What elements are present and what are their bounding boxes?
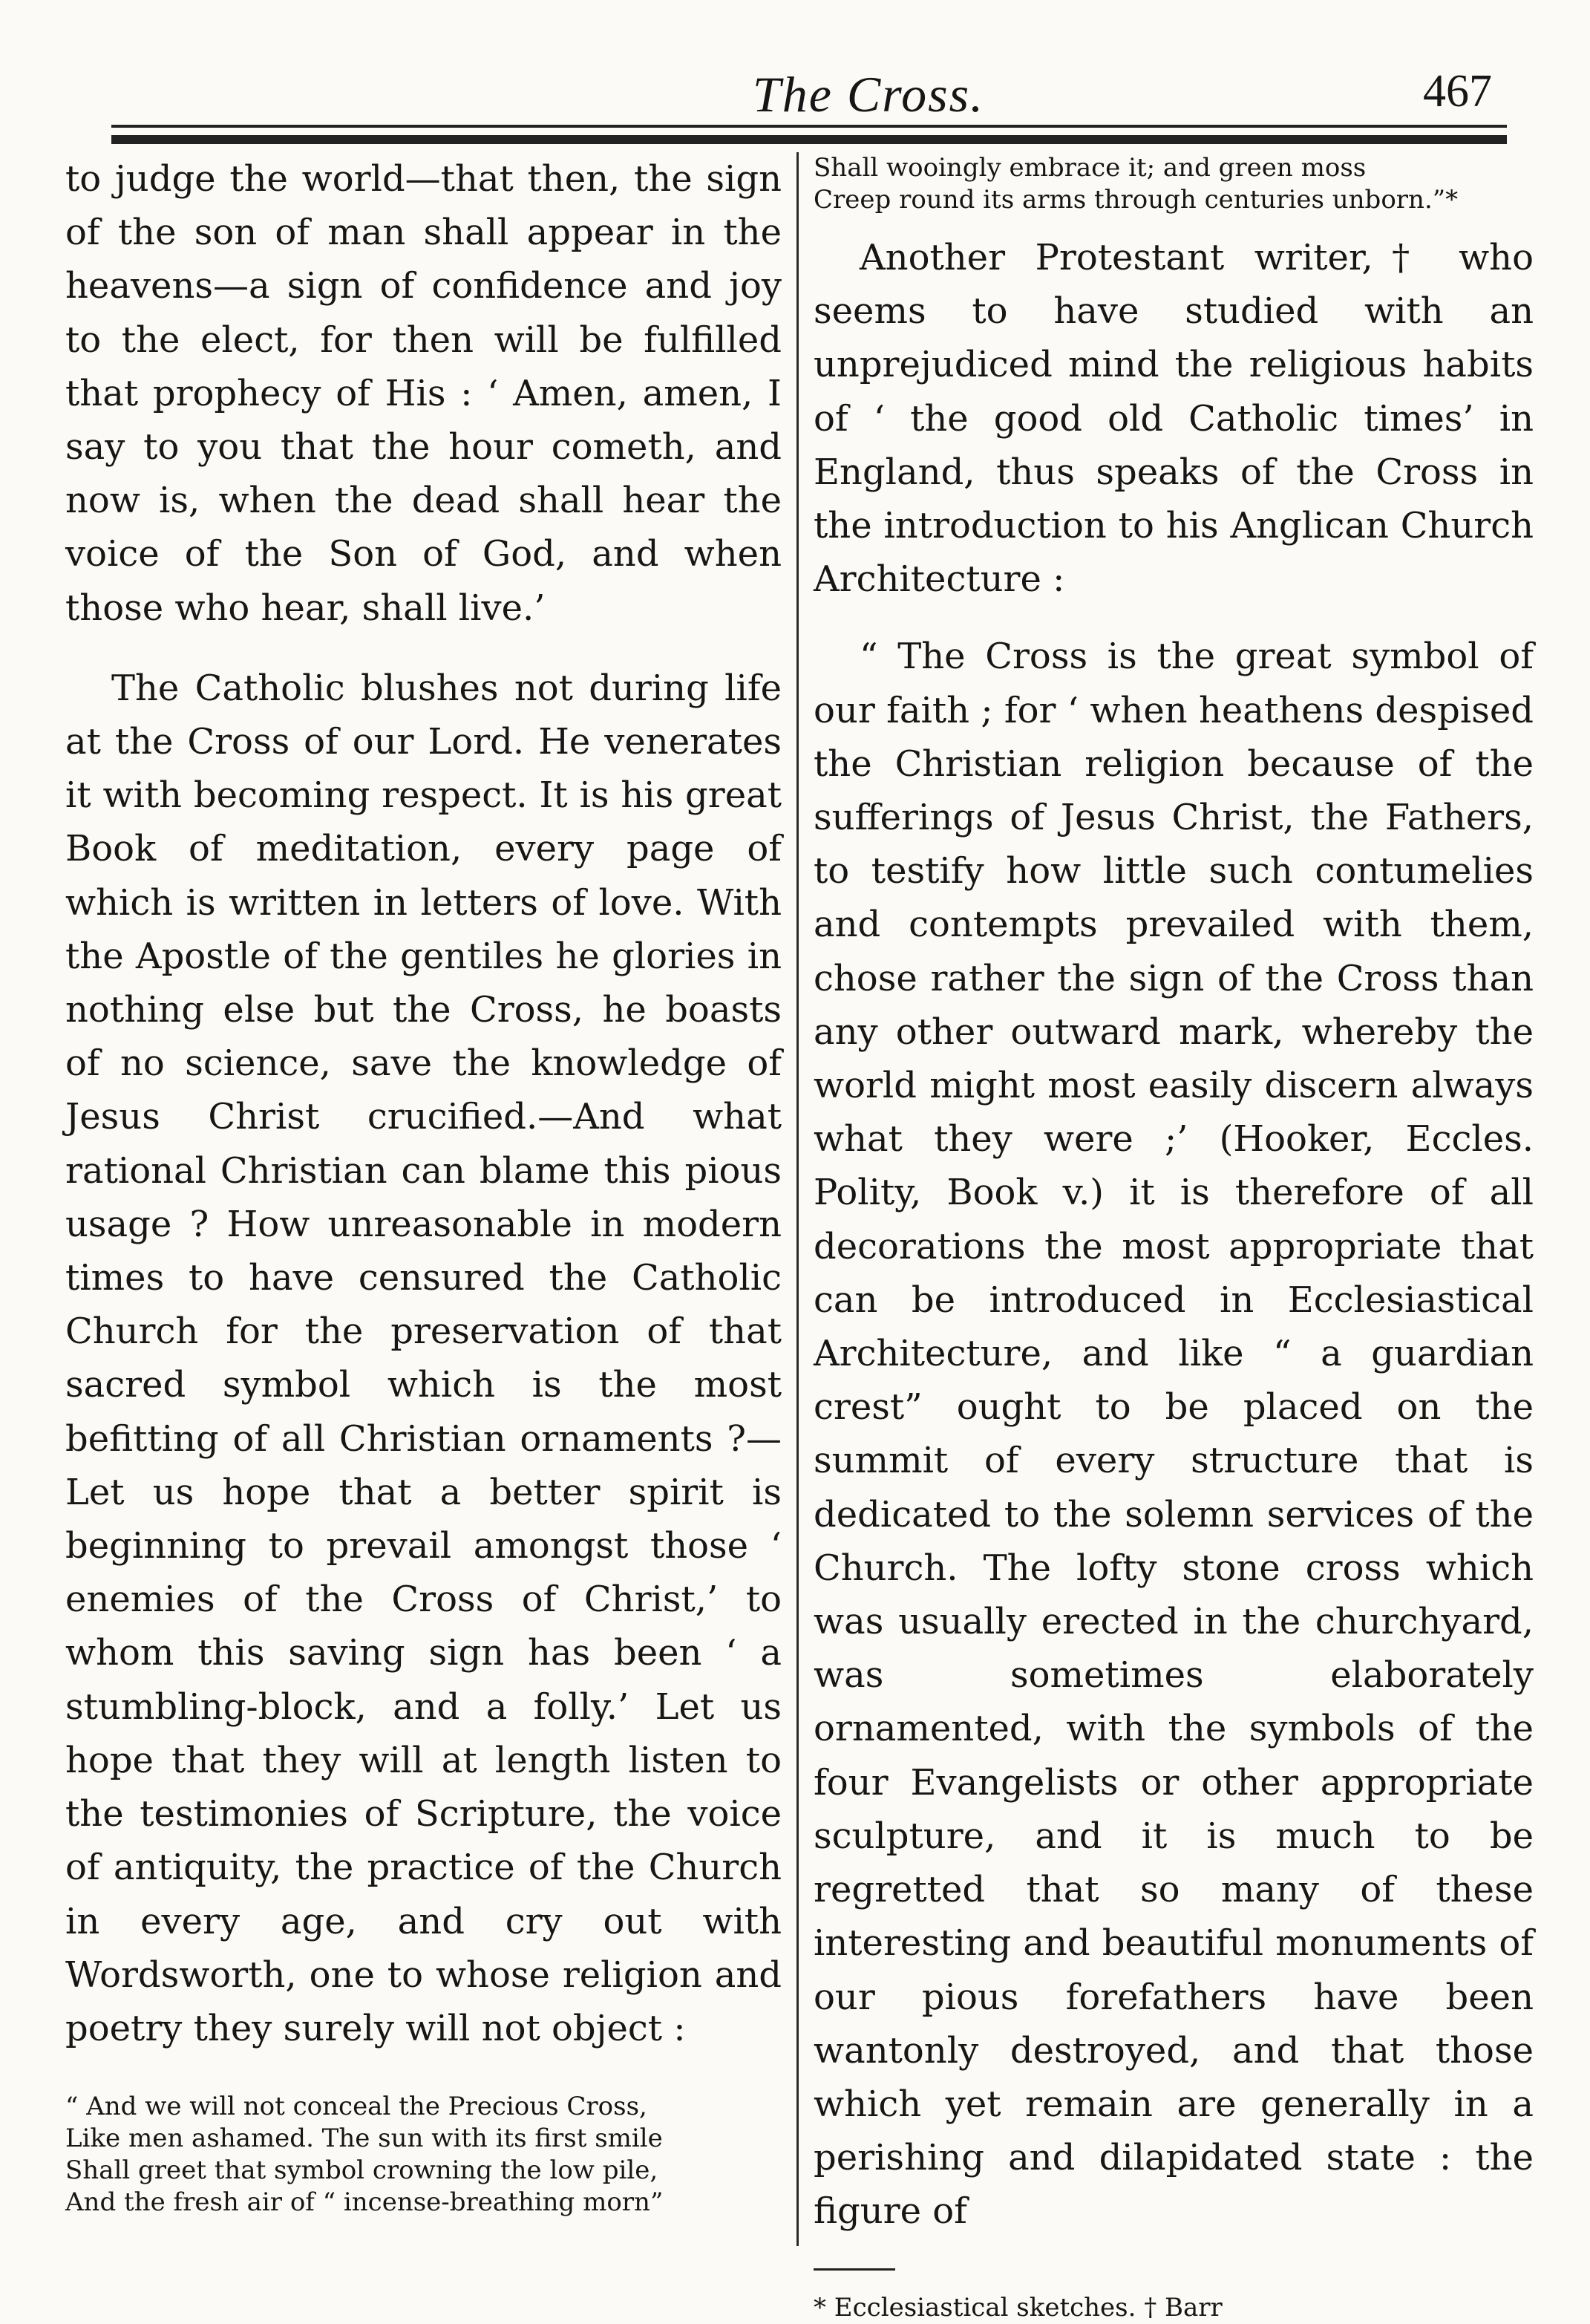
poem-line: Shall wooingly embrace it; and green moss bbox=[814, 153, 1367, 183]
column-divider bbox=[796, 152, 799, 2246]
poem-line: And the fresh air of “ incense-breathing morn” bbox=[65, 2187, 664, 2218]
poem-line: “ And we will not conceal the Precious Cross, bbox=[65, 2092, 647, 2122]
right-poem-quote bbox=[814, 152, 1534, 216]
header-rule-thin bbox=[111, 125, 1507, 128]
right-paragraph-2: “ The Cross is the great symbol of our faith ; for ‘ when heathens despised the Christian religion because of the sufferings of Jesus Christ, the Fathers, to testify how little such contumelies and contempts prevailed with them, chose rather the sign of the Cross than any other outward mark, whereby the world might most easily discern always what they were ;’ (Hooker, Eccles. Polity, Book v.) it is therefore of all decorations the most appropriate that can be introduced in Ecclesiastical Architecture, and like “ a guardian crest” ought to be placed on the summit of every structure that is dedicated to the solemn services of the Church. The lofty stone cross which was usually erected in the churchyard, was sometimes elaborately ornamented, with the symbols of the four Evangelists or other appropriate sculpture, and it is much to be regretted that so many of these interesting and beautiful monuments of our pious forefathers have been wantonly destroyed, and that those which yet remain are generally in a perishing and dilapidated state : the figure of bbox=[814, 636, 1534, 2233]
poem-line: Shall greet that symbol crowning the low pile, bbox=[65, 2155, 658, 2186]
page-number: 467 bbox=[1423, 66, 1492, 117]
footnote: * Ecclesiastical sketches. † Barr bbox=[814, 2292, 1223, 2323]
right-paragraph-1: Another Protestant writer,† who seems to have studied with an unprejudiced mind the religious habits of ‘ the good old Catholic times’ in England, thus speaks of the Cross in the introduction to his Anglican Church Architecture : bbox=[814, 237, 1534, 601]
running-title: The Cross. bbox=[752, 66, 985, 123]
poem-line: Creep round its arms through centuries unborn.”* bbox=[814, 185, 1459, 215]
page-header bbox=[111, 45, 1507, 148]
poem-line: Like men ashamed. The sun with its first smile bbox=[65, 2124, 663, 2154]
left-paragraph-2: The Catholic blushes not during life at the Cross of our Lord. He venerates it with becoming respect. It is his great Book of meditation, every page of which is written in letters of love. With the Apostle of the gentiles he glories in nothing else but the Cross, he boasts of no science, save the knowledge of Jesus Christ crucified.—And what rational Christian can blame this pious usage ? How unreasonable in modern times to have censured the Catholic Church for the preservation of that sacred symbol which is the most befitting of all Christian ornaments ?—Let us hope that a better spirit is beginning to prevail amongst those ‘ enemies of the Cross of Christ,’ to whom this saving sign has been ‘ a stumbling-block, and a folly.’ Let us hope that they will at length listen to the testimonies of Scripture, the voice of antiquity, the practice of the Church in every age, and cry out with Wordsworth, one to whose religion and poetry they surely will not object : bbox=[65, 667, 782, 2049]
footnote-rule bbox=[814, 2268, 895, 2271]
right-column bbox=[814, 152, 1534, 2324]
header-rule-thick bbox=[111, 135, 1507, 144]
left-paragraph-1: to judge the world—that then, the sign of the son of man shall appear in the heavens—a sign of confidence and joy to the elect, for then will be fulfilled that prophecy of His : ‘ Amen, amen, I say to you that the hour cometh, and now is, when the dead shall hear the voice of the Son of God, and when those who hear, shall live.’ bbox=[65, 158, 782, 629]
left-poem-quote bbox=[65, 2091, 782, 2219]
left-column bbox=[65, 152, 782, 2219]
